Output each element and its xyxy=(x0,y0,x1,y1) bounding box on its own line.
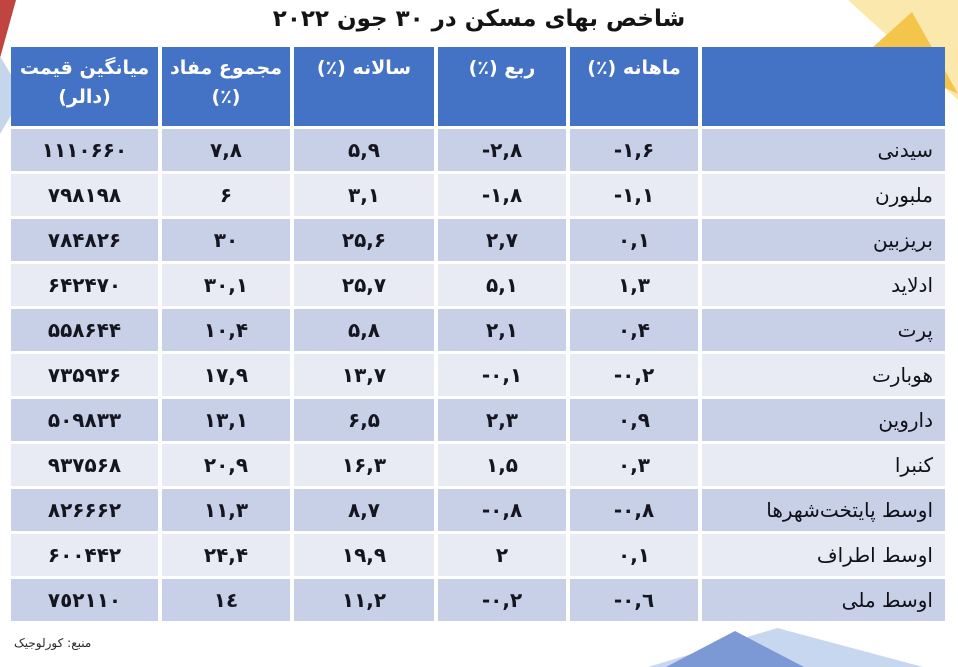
col-header-monthly: ماهانه (٪) xyxy=(570,47,698,126)
col-header-annual: سالانه (٪) xyxy=(294,47,434,126)
annual-cell: ۵,۹ xyxy=(294,129,434,171)
table-row xyxy=(11,489,945,531)
monthly-cell: -۱,۱ xyxy=(570,174,698,216)
header-row xyxy=(11,47,945,126)
quarterly-cell: ۲,۱ xyxy=(438,309,566,351)
annual-cell: ۳,۱ xyxy=(294,174,434,216)
annual-cell: ۲۵,۷ xyxy=(294,264,434,306)
annual-cell: ۱۳,۷ xyxy=(294,354,434,396)
table-row xyxy=(11,219,945,261)
col-header-quarterly: ربع (٪) xyxy=(438,47,566,126)
quarterly-cell: ۲,۷ xyxy=(438,219,566,261)
avg-price-cell: ۷۹۸۱۹۸ xyxy=(11,174,158,216)
source-note: منبع: کورلوجیک xyxy=(14,636,92,650)
annual-cell: ۸,۷ xyxy=(294,489,434,531)
quarterly-cell: -۰,۱ xyxy=(438,354,566,396)
total-gain-cell: ۲۰,۹ xyxy=(162,444,290,486)
quarterly-cell: -۲,۸ xyxy=(438,129,566,171)
quarterly-cell: ۲ xyxy=(438,534,566,576)
city-cell: داروین xyxy=(702,399,945,441)
total-gain-cell: ۱۳,۱ xyxy=(162,399,290,441)
monthly-cell: ۰,۱ xyxy=(570,534,698,576)
city-cell: ملبورن xyxy=(702,174,945,216)
table-row xyxy=(11,264,945,306)
table-row xyxy=(11,129,945,171)
city-cell: سیدنی xyxy=(702,129,945,171)
page-title: شاخص بهای مسکن در ۳۰ جون ۲۰۲۲ xyxy=(272,6,686,32)
monthly-cell: -۱,۶ xyxy=(570,129,698,171)
avg-price-cell: ۷۸۴۸۲۶ xyxy=(11,219,158,261)
city-cell: اوسط ملی xyxy=(702,579,945,621)
quarterly-cell: ۲,۳ xyxy=(438,399,566,441)
monthly-cell: -۰,۲ xyxy=(570,354,698,396)
city-cell: پرت xyxy=(702,309,945,351)
monthly-cell: ۰,۴ xyxy=(570,309,698,351)
avg-price-cell: ۵۰۹۸۳۳ xyxy=(11,399,158,441)
monthly-cell: ۰,۳ xyxy=(570,444,698,486)
quarterly-cell: -۰,۸ xyxy=(438,489,566,531)
table-row xyxy=(11,399,945,441)
total-gain-cell: ١٤ xyxy=(162,579,290,621)
table-row xyxy=(11,444,945,486)
table-row xyxy=(11,174,945,216)
annual-cell: ۱۹,۹ xyxy=(294,534,434,576)
quarterly-cell: -٠,٢ xyxy=(438,579,566,621)
monthly-cell: ۰,۹ xyxy=(570,399,698,441)
avg-price-cell: ۶۰۰۴۴۲ xyxy=(11,534,158,576)
monthly-cell: ۱,۳ xyxy=(570,264,698,306)
quarterly-cell: -۱,۸ xyxy=(438,174,566,216)
total-gain-cell: ۷,۸ xyxy=(162,129,290,171)
col-header-total-gain: مجموع مفاد (٪) xyxy=(162,47,290,126)
table-row xyxy=(11,534,945,576)
total-gain-cell: ۳۰ xyxy=(162,219,290,261)
total-gain-cell: ۱۷,۹ xyxy=(162,354,290,396)
monthly-cell: -۰,۸ xyxy=(570,489,698,531)
total-gain-cell: ۱۱,۳ xyxy=(162,489,290,531)
city-cell: کنبرا xyxy=(702,444,945,486)
quarterly-cell: ۱,۵ xyxy=(438,444,566,486)
table-row xyxy=(11,309,945,351)
avg-price-cell: ۶۴۲۴۷۰ xyxy=(11,264,158,306)
monthly-cell: ۰,۱ xyxy=(570,219,698,261)
annual-cell: ۲۵,۶ xyxy=(294,219,434,261)
total-gain-cell: ۳۰,۱ xyxy=(162,264,290,306)
table-row xyxy=(11,354,945,396)
col-header-avg-price: میانگین قیمت (دالر) xyxy=(11,47,158,126)
col-header-city xyxy=(702,47,945,126)
total-gain-cell: ۲۴,۴ xyxy=(162,534,290,576)
annual-cell: ١١,٢ xyxy=(294,579,434,621)
annual-cell: ۱۶,۳ xyxy=(294,444,434,486)
avg-price-cell: ۱۱۱۰۶۶۰ xyxy=(11,129,158,171)
total-gain-cell: ۱۰,۴ xyxy=(162,309,290,351)
table-row xyxy=(11,579,945,621)
city-cell: اوسط پایتخت‌شهرها xyxy=(702,489,945,531)
avg-price-cell: ۷۳۵۹۳۶ xyxy=(11,354,158,396)
avg-price-cell: ۸۲۶۶۶۲ xyxy=(11,489,158,531)
annual-cell: ۵,۸ xyxy=(294,309,434,351)
avg-price-cell: ٧٥٢١١٠ xyxy=(11,579,158,621)
housing-index-table xyxy=(7,44,949,624)
total-gain-cell: ۶ xyxy=(162,174,290,216)
avg-price-cell: ۵۵۸۶۴۴ xyxy=(11,309,158,351)
city-cell: اوسط اطراف xyxy=(702,534,945,576)
annual-cell: ۶,۵ xyxy=(294,399,434,441)
avg-price-cell: ۹۳۷۵۶۸ xyxy=(11,444,158,486)
city-cell: ادلاید xyxy=(702,264,945,306)
city-cell: هوبارت xyxy=(702,354,945,396)
city-cell: بریزبین xyxy=(702,219,945,261)
monthly-cell: -٠,٦ xyxy=(570,579,698,621)
quarterly-cell: ۵,۱ xyxy=(438,264,566,306)
